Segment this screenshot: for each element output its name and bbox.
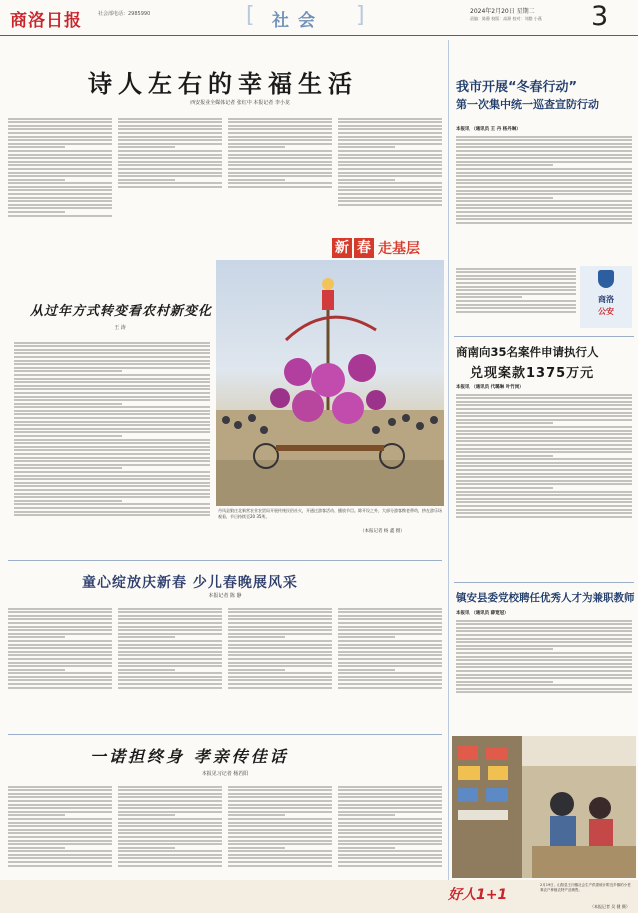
kids-byline: 本报记者 陈 静 (208, 593, 242, 599)
newspaper-logo: 商洛日报 (10, 11, 82, 31)
kids-headline: 童心绽放庆新春 少儿春晚展风采 (82, 575, 298, 591)
divider-right-1 (454, 336, 634, 337)
main-body-col3 (228, 116, 332, 224)
kids-body-col2 (118, 606, 222, 730)
photo-caption: 丹凤县狼庄北新营农业农贸局开展传统民俗社火，开通过游客活动、播放节目。除开设之外，大部分游客携老带幼，挤在游乐场观看，节日持续至20 35所。 (218, 508, 442, 519)
footer-note: 2月19日，山阳县王闫镇社会生产供需统计附近乡镇的小老乘农户种植农特产品销售。 (540, 883, 631, 892)
right3-body (456, 618, 632, 730)
main-headline: 诗人左右的幸福生活 (88, 69, 358, 98)
divider-right-2 (454, 582, 634, 583)
right2-byline: 本报讯 （通讯员 代璐琳 叶竹岗） (456, 385, 524, 390)
bracket-right: ] (356, 3, 365, 28)
shop-illustration (452, 736, 636, 878)
essay-byline: 王 涛 (114, 325, 126, 331)
right3-byline: 本报讯 （通讯员 薛宽冠） (456, 611, 509, 616)
right1-headline-2: 第一次集中统一巡查宣防行动 (456, 98, 599, 111)
essay-headline: 从过年方式转变看农村新变化 (30, 304, 213, 319)
main-body-col4 (338, 116, 442, 246)
photo-illustration (216, 260, 444, 506)
badge-line-2: 公安 (598, 307, 614, 316)
right2-headline-2: 兑现案款1375万元 (470, 366, 595, 381)
right2-headline-1: 商南向35名案件申请执行人 (456, 345, 599, 359)
photo-credit: （本报记者 杨 鑫 摄） (360, 529, 405, 534)
kids-body-col1 (8, 606, 112, 730)
new-spring-tag (332, 236, 442, 260)
divider-kids-bottom (8, 734, 442, 735)
masthead-subline: 社会部电话：2985990 (98, 11, 151, 17)
main-body-col1 (8, 116, 112, 266)
tag-text: 走基层 (378, 241, 420, 257)
right1-headline-1: 我市开展“冬春行动” (456, 80, 578, 95)
bracket-left: [ (246, 3, 255, 28)
right2-body (456, 392, 632, 578)
page-number: 3 (591, 1, 609, 32)
police-badge (580, 266, 632, 328)
bottom-headline: 一诺担终身 孝亲传佳话 (90, 747, 289, 766)
editors-line: 责编：陈静 校版：高源 校对：刘勤 小燕 (470, 16, 542, 21)
festival-photo (216, 260, 444, 506)
section-title: 社会 (272, 11, 324, 31)
divider-main-bottom (8, 560, 442, 561)
main-body-col2 (118, 116, 222, 224)
tag-red-badge-2: 春 (354, 238, 374, 258)
main-byline: 西安报业全媒体记者 张红中 本报记者 李小龙 (190, 100, 290, 106)
shield-icon (598, 270, 614, 288)
section-tag (232, 3, 382, 31)
tag-red-badge: 新 (332, 238, 352, 258)
kids-body-col3 (228, 606, 332, 730)
bottom-byline: 本报见习记者 杨若阳 (201, 771, 249, 777)
masthead-rule (0, 35, 638, 36)
kids-body-col4 (338, 606, 442, 730)
right1-byline: 本报讯 （通讯员 王 丹 杨丹琳） (456, 127, 521, 132)
right3-headline: 镇安县委党校聘任优秀人才为兼职教师 (456, 592, 635, 604)
right1-body-b (456, 266, 576, 336)
badge-line-1: 商洛 (598, 295, 614, 304)
shop-photo (452, 736, 636, 878)
issue-date: 2024年2月20日 星期二 (470, 8, 535, 15)
footer-credit: （本报记者 吴 健 摄） (590, 904, 630, 909)
column-divider (448, 40, 449, 910)
good-people-logo: 好人1+1 (448, 887, 508, 903)
masthead (0, 0, 638, 40)
right1-body-a (456, 134, 632, 264)
footer-strip (0, 880, 638, 913)
